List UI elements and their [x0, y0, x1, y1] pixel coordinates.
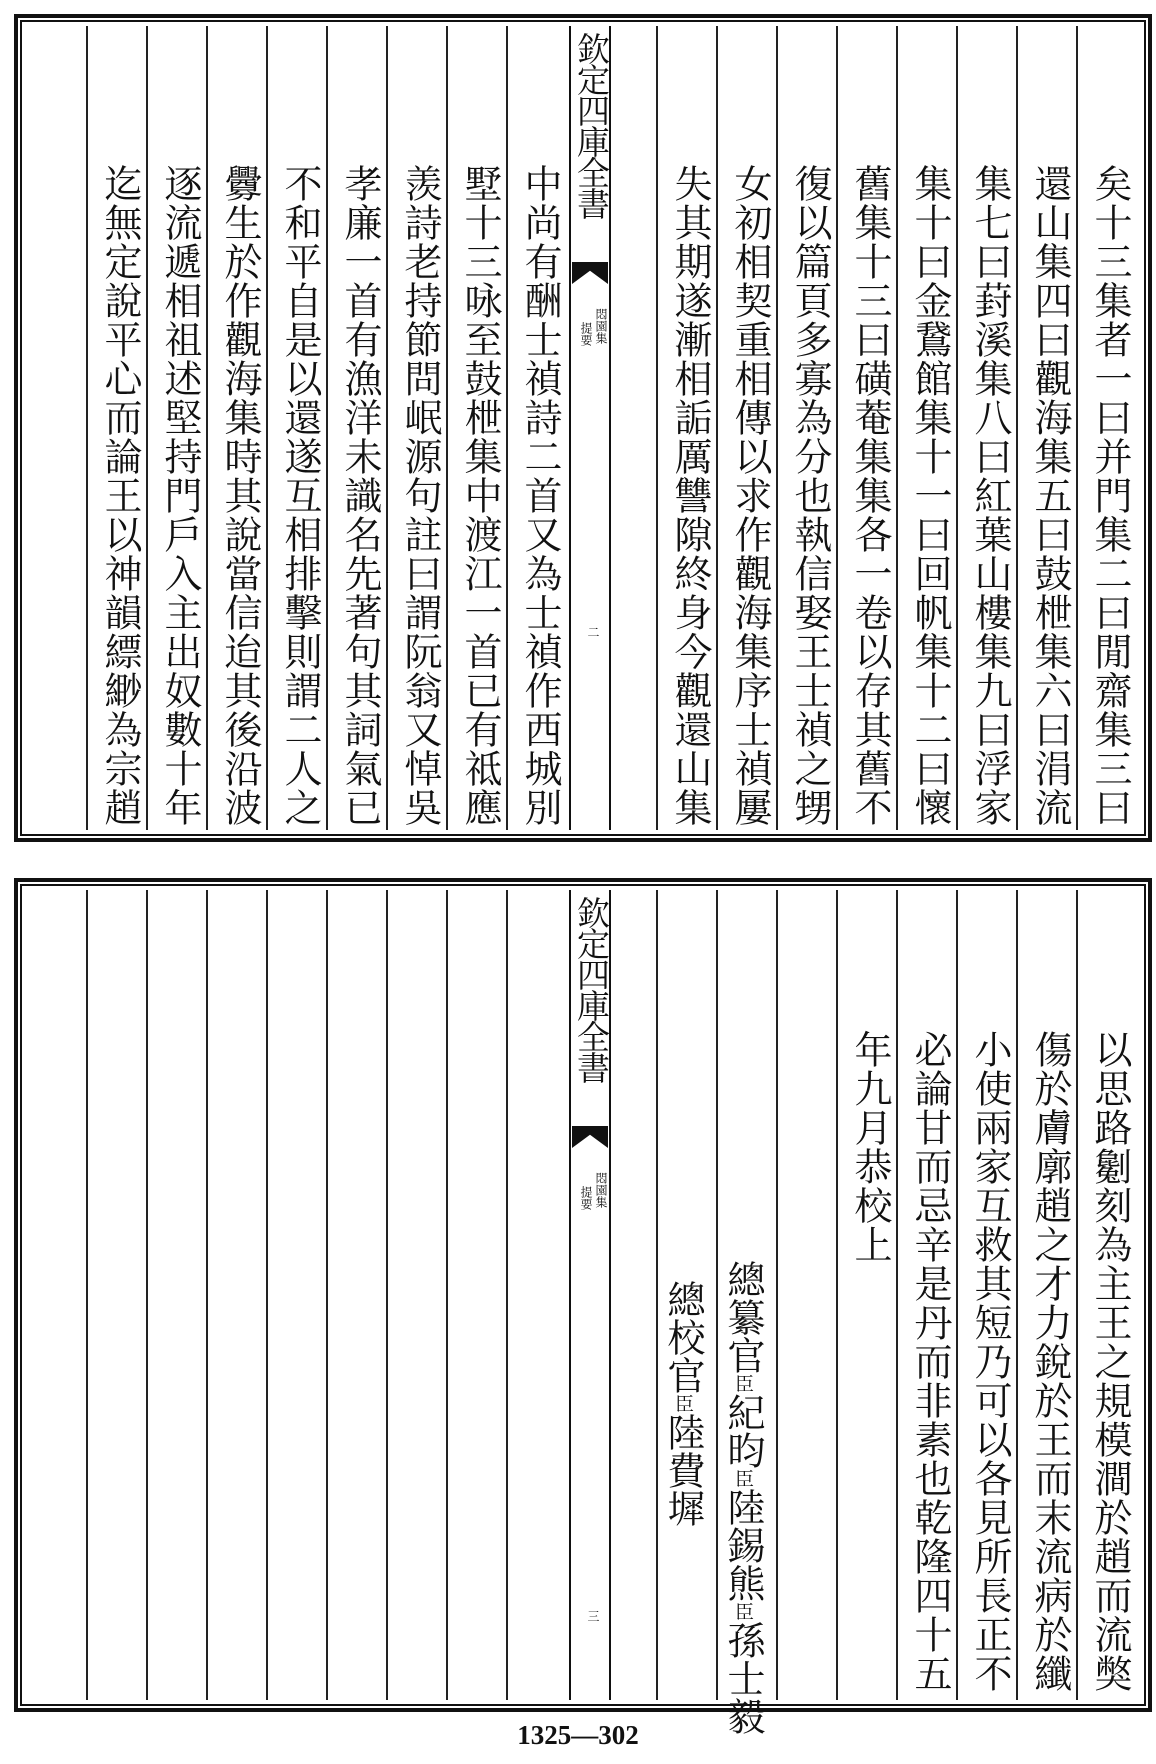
- fishtail-mark-icon: [572, 262, 608, 284]
- text-column: [896, 26, 956, 830]
- column-text: 舊集十三曰磺菴集集各一卷以存其舊不: [848, 164, 892, 827]
- column-text: 逐流遞相祖述堅持門戶入主出奴數十年: [158, 164, 202, 827]
- column-text: 集十曰金鵞館集十一曰回帆集十二曰懷: [908, 164, 952, 827]
- column-text: 羡詩老持節問岷源句註曰謂阮翁又悼吳: [398, 164, 442, 827]
- empty-column: [386, 890, 446, 1700]
- compilers-credit-line: 總纂官臣紀昀臣陸錫熊臣孫士毅: [721, 1260, 765, 1735]
- text-column: [506, 26, 566, 830]
- center-title: 欽定四庫全書: [572, 32, 611, 218]
- center-subtitle: [573, 308, 607, 388]
- center-title: 欽定四庫全書: [572, 896, 611, 1082]
- text-column: [1016, 890, 1076, 1700]
- book-name: 悶園集: [594, 1172, 608, 1208]
- text-column: [1016, 26, 1076, 830]
- empty-column: [776, 890, 836, 1700]
- text-column: [386, 26, 446, 830]
- column-text: 復以篇頁多寡為分也執信娶王士禎之甥: [788, 164, 832, 827]
- column-text: 釁生於作觀海集時其說當信迨其後沿波: [218, 164, 262, 827]
- column-text: 必論甘而忌辛是丹而非素也乾隆四十五: [908, 1030, 952, 1693]
- text-column: [146, 26, 206, 830]
- section-name: 提要: [579, 1186, 593, 1210]
- compilers-title: 總纂官: [721, 1260, 765, 1374]
- proofreader-credit-line: 總校官臣陸費墀: [661, 1280, 705, 1527]
- text-column: [86, 26, 146, 830]
- center-fold-label: [569, 26, 611, 830]
- empty-column: [146, 890, 206, 1700]
- column-text: 失其期遂漸相詬厲讐隙終身今觀還山集: [668, 164, 712, 827]
- column-text: 以思路劖刻為主王之規模澗於趙而流獘: [1088, 1030, 1132, 1693]
- text-column: [1076, 26, 1136, 830]
- proofreader-title: 總校官: [661, 1280, 705, 1394]
- text-column: [956, 26, 1016, 830]
- column-text: 還山集四曰觀海集五曰鼓枻集六曰涓流: [1028, 164, 1072, 827]
- text-column: [836, 26, 896, 830]
- text-column: [776, 26, 836, 830]
- center-subtitle: [573, 1172, 607, 1252]
- text-column: [446, 26, 506, 830]
- column-text: 女初相契重相傳以求作觀海集序士禎屢: [728, 164, 772, 827]
- empty-column: [716, 890, 776, 1700]
- top-page-columns: [26, 26, 1140, 830]
- text-column: [326, 26, 386, 830]
- center-page-number: 三: [586, 1610, 600, 1622]
- center-fold-label: [569, 890, 611, 1700]
- compiler-name: 紀昀: [721, 1393, 765, 1469]
- text-column: [896, 890, 956, 1700]
- column-text: 集七曰葑溪集八曰紅葉山樓集九曰浮家: [968, 164, 1012, 827]
- empty-column: [206, 890, 266, 1700]
- book-name: 悶園集: [594, 308, 608, 344]
- column-text: 不和平自是以還遂互相排擊則謂二人之: [278, 164, 322, 827]
- text-column: [656, 26, 716, 830]
- column-text: 傷於膚廓趙之才力銳於王而末流病於纖: [1028, 1030, 1072, 1693]
- compiler-name: 孫士毅: [721, 1621, 765, 1735]
- column-text: 孝廉一首有漁洋未識名先著句其詞氣已: [338, 164, 382, 827]
- text-column: [956, 890, 1016, 1700]
- compiler-name: 陸錫熊: [721, 1488, 765, 1602]
- proofreader-name: 陸費墀: [661, 1413, 705, 1527]
- text-column: [836, 890, 896, 1700]
- empty-column: [266, 890, 326, 1700]
- text-column: [1076, 890, 1136, 1700]
- column-text: 中尚有酬士禎詩二首又為士禎作西城別: [518, 164, 562, 827]
- column-text: 小使兩家互救其短乃可以各見所長正不: [968, 1030, 1012, 1693]
- empty-column: [446, 890, 506, 1700]
- column-text: 墅十三咏至鼓枻集中渡江一首已有祗應: [458, 164, 502, 827]
- column-text: 年九月恭校上: [848, 1030, 892, 1264]
- text-column: [206, 26, 266, 830]
- column-text: 矣十三集者一曰并門集二曰閒齋集三曰: [1088, 164, 1132, 827]
- page-number: 1325—302: [517, 1720, 639, 1750]
- column-text: 迄無定說平心而論王以神韻縹緲為宗趙: [98, 164, 142, 827]
- top-page-panel: [14, 14, 1152, 842]
- empty-column: [506, 890, 566, 1700]
- text-column: [716, 26, 776, 830]
- fishtail-mark-icon: [572, 1126, 608, 1148]
- empty-column: [86, 890, 146, 1700]
- empty-column: [656, 890, 716, 1700]
- section-name: 提要: [579, 322, 593, 346]
- text-column: [266, 26, 326, 830]
- center-page-number: 二: [586, 626, 600, 638]
- empty-column: [326, 890, 386, 1700]
